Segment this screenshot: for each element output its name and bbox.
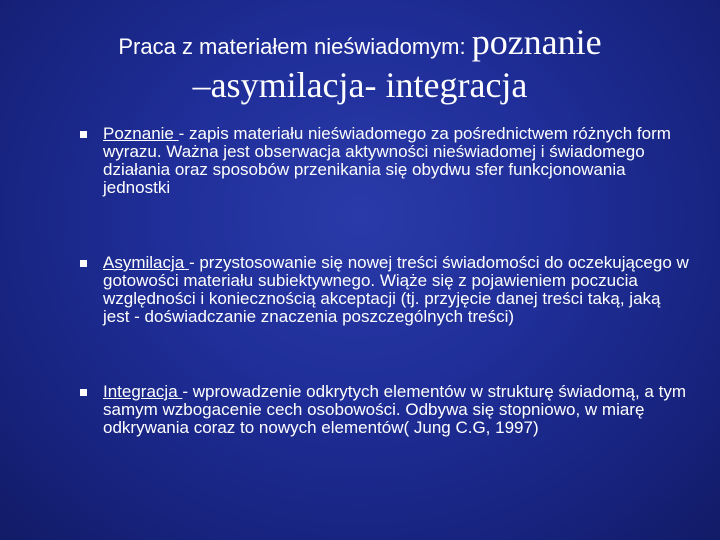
square-bullet-icon (80, 389, 87, 396)
bullet-term: Integracja (103, 382, 183, 401)
bullet-item-poznanie (80, 125, 690, 197)
title-line-2: –asymilacja- integracja (192, 65, 528, 106)
bullet-list (80, 125, 690, 437)
title-word-poznanie: poznanie (471, 22, 602, 62)
square-bullet-icon (80, 131, 87, 138)
bullet-item-asymilacja (80, 254, 690, 326)
slide-title (0, 22, 720, 107)
bullet-text: - przystosowanie się nowej treści świadomości do oczekującego w gotowości materiału subiektywnego. Wiąże się z pojawieniem poczucia względności i koniecznością akceptacji (tj. przyjęcie danej treści taką, jaką jest - doświadczanie znaczenia poszczególnych treści) (103, 253, 689, 326)
title-line-1 (0, 22, 720, 63)
bullet-text: - zapis materiału nieświadomego za pośrednictwem różnych form wyrazu. Ważna jest obserwacja aktywności nieświadomej i świadomego działania oraz sposobów przenikania się obydwu sfer funkcjonowania jednostki (103, 124, 671, 197)
square-bullet-icon (80, 260, 87, 267)
bullet-term: Asymilacja (103, 253, 189, 272)
title-prefix: Praca z materiałem nieświadomym: (118, 34, 472, 59)
bullet-item-integracja (80, 383, 690, 437)
bullet-text: - wprowadzenie odkrytych elementów w strukturę świadomą, a tym samym wzbogacenie cech osobowości. Odbywa się stopniowo, w miarę odkrywania coraz to nowych elementów( Jung C.G, 1997) (103, 382, 686, 437)
bullet-term: Poznanie (103, 124, 179, 143)
